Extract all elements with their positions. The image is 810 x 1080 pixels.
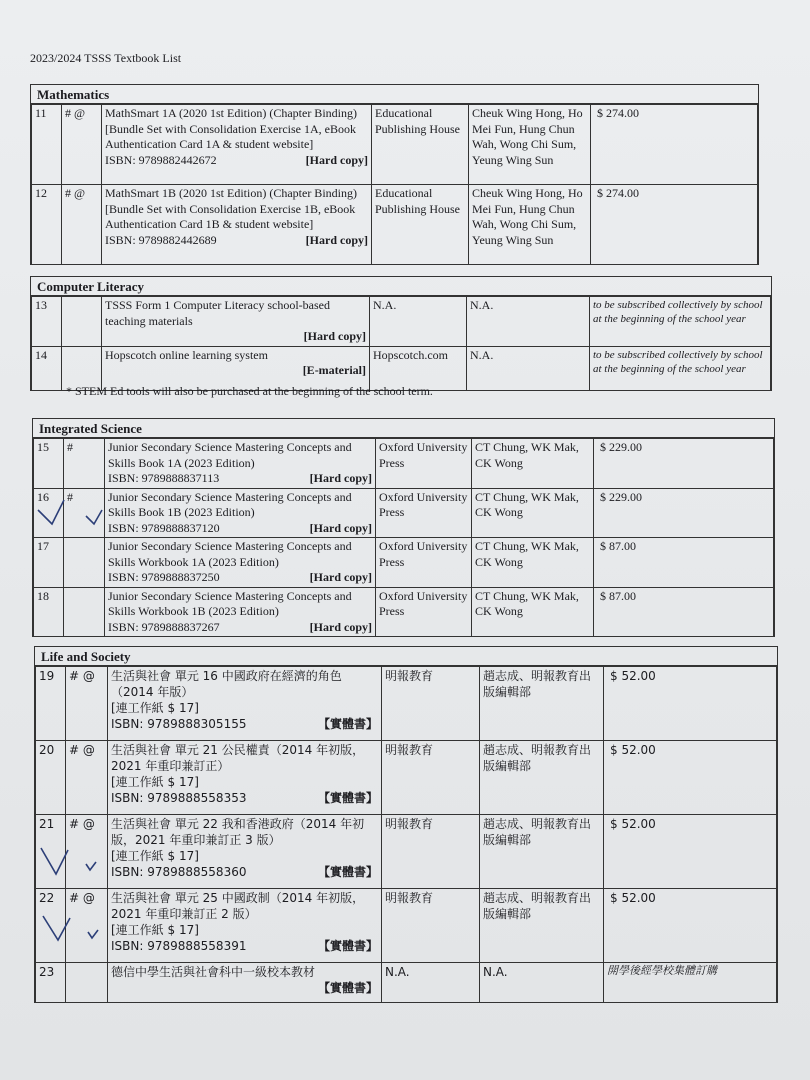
publisher: Oxford University Press [376, 587, 472, 637]
table-row [32, 185, 758, 265]
row-symbol: # @ [62, 185, 102, 265]
worksheet-note: [連工作紙 $ 17] [111, 775, 199, 789]
row-symbol [62, 297, 102, 347]
book-title-cell [108, 741, 382, 815]
book-title-cell [102, 297, 370, 347]
row-symbol: # @ [66, 815, 108, 889]
price: $ 87.00 [594, 587, 774, 637]
price: $ 229.00 [594, 488, 774, 538]
book-title: Junior Secondary Science Mastering Concepts and Skills Book 1A (2023 Edition) [108, 440, 352, 470]
authors: CT Chung, WK Mak, CK Wong [472, 538, 594, 588]
publisher: Educational Publishing House [372, 105, 469, 185]
table-row [34, 488, 774, 538]
price: $ 87.00 [594, 538, 774, 588]
book-title-cell [102, 185, 372, 265]
authors: Cheuk Wing Hong, Ho Mei Fun, Hung Chun Wah, Wong Chi Sum, Yeung Wing Sun [469, 185, 591, 265]
authors: CT Chung, WK Mak, CK Wong [472, 439, 594, 489]
table-row [36, 963, 777, 1003]
format-tag: 【實體書】 [317, 939, 378, 953]
isbn: ISBN: 9789888558360 [111, 865, 247, 879]
book-title: Junior Secondary Science Mastering Concepts and Skills Book 1B (2023 Edition) [108, 489, 352, 519]
price: $ 274.00 [591, 105, 758, 185]
isbn: ISBN: 9789888837267 [108, 619, 220, 634]
row-symbol [64, 587, 105, 637]
book-title-cell [108, 889, 382, 963]
price: $ 274.00 [591, 185, 758, 265]
format-tag: [Hard copy] [309, 520, 372, 535]
section-integrated-science [32, 418, 775, 637]
publisher: Hopscotch.com [370, 346, 467, 390]
table-row [34, 587, 774, 637]
row-symbol: # @ [62, 105, 102, 185]
book-title-cell [108, 815, 382, 889]
row-number: 17 [34, 538, 64, 588]
row-number: 13 [32, 297, 62, 347]
table-row [36, 815, 777, 889]
isbn: ISBN: 9789888837250 [108, 570, 220, 584]
row-number: 22 [36, 889, 66, 963]
price: $ 229.00 [594, 439, 774, 489]
format-tag: [E-material] [302, 363, 366, 377]
authors: 趙志成、明報教育出版編輯部 [480, 815, 604, 889]
row-symbol: # [64, 439, 105, 489]
format-tag: 【實體書】 [317, 981, 378, 995]
section-title: Computer Literacy [31, 277, 771, 296]
book-title: MathSmart 1B (2020 1st Edition) (Chapter Binding) [Bundle Set with Consolidation Exercise 1B, eBook Authentication Card 1B & student website] [105, 186, 357, 231]
isbn: ISBN: 9789888837120 [108, 520, 220, 535]
row-number: 19 [36, 667, 66, 741]
row-number: 11 [32, 105, 62, 185]
format-tag: [Hard copy] [309, 570, 372, 584]
subscription-remark: to be subscribed collectively by school at the beginning of the school year [590, 346, 771, 390]
format-tag: [Hard copy] [305, 232, 368, 247]
handwritten-check-mark [40, 910, 100, 944]
book-title-cell [105, 488, 376, 538]
row-symbol: # [64, 488, 105, 538]
row-number: 12 [32, 185, 62, 265]
row-number: 14 [32, 346, 62, 390]
book-title: Junior Secondary Science Mastering Concepts and Skills Workbook 1A (2023 Edition) [108, 539, 352, 569]
publisher: 明報教育 [382, 889, 480, 963]
row-symbol: # @ [66, 889, 108, 963]
isbn: ISBN: 9789882442672 [105, 152, 217, 167]
subscription-remark: 開學後經學校集體訂購 [604, 963, 777, 1003]
authors: 趙志成、明報教育出版編輯部 [480, 741, 604, 815]
row-symbol: # @ [66, 667, 108, 741]
book-title: 生活與社會 單元 21 公民權責（2014 年初版，2021 年重印兼訂正） [111, 743, 365, 773]
subscription-remark: to be subscribed collectively by school at the beginning of the school year [590, 297, 771, 347]
worksheet-note: [連工作紙 $ 17] [111, 849, 199, 863]
isbn: ISBN: 9789888558391 [111, 939, 247, 953]
price: $ 52.00 [604, 741, 777, 815]
format-tag: [Hard copy] [309, 619, 372, 634]
row-symbol [66, 963, 108, 1003]
row-symbol: # @ [66, 741, 108, 815]
publisher: 明報教育 [382, 741, 480, 815]
authors: 趙志成、明報教育出版編輯部 [480, 889, 604, 963]
row-number: 15 [34, 439, 64, 489]
section-mathematics [30, 84, 759, 265]
mathematics-table [31, 104, 758, 265]
format-tag: [Hard copy] [309, 471, 372, 485]
table-row [34, 439, 774, 489]
section-title: Integrated Science [33, 419, 774, 438]
authors: CT Chung, WK Mak, CK Wong [472, 587, 594, 637]
section-title: Mathematics [31, 85, 758, 104]
book-title: 生活與社會 單元 16 中國政府在經濟的角色（2014 年版） [111, 669, 342, 699]
isbn: ISBN: 9789888558353 [111, 791, 247, 805]
isbn: ISBN: 9789882442689 [105, 232, 217, 247]
publisher: 明報教育 [382, 815, 480, 889]
life-and-society-table [35, 666, 777, 1003]
book-title-cell [105, 587, 376, 637]
publisher: Oxford University Press [376, 538, 472, 588]
authors: Cheuk Wing Hong, Ho Mei Fun, Hung Chun Wah, Wong Chi Sum, Yeung Wing Sun [469, 105, 591, 185]
price: $ 52.00 [604, 815, 777, 889]
computer-literacy-table [31, 296, 771, 391]
format-tag: 【實體書】 [317, 791, 378, 805]
isbn: ISBN: 9789888305155 [111, 717, 247, 731]
price: $ 52.00 [604, 889, 777, 963]
authors: N.A. [480, 963, 604, 1003]
price: $ 52.00 [604, 667, 777, 741]
book-title-cell [105, 439, 376, 489]
book-title-cell [108, 963, 382, 1003]
row-number: 23 [36, 963, 66, 1003]
book-title: 生活與社會 單元 25 中國政制（2014 年初版，2021 年重印兼訂正 2 版） [111, 891, 365, 921]
book-title: Hopscotch online learning system [105, 347, 268, 362]
publisher: Oxford University Press [376, 439, 472, 489]
publisher: N.A. [382, 963, 480, 1003]
table-row [32, 297, 771, 347]
section-life-and-society [34, 646, 778, 1003]
format-tag: 【實體書】 [317, 717, 378, 731]
row-number: 21 [36, 815, 66, 889]
book-title-cell [108, 667, 382, 741]
book-title-cell [105, 538, 376, 588]
handwritten-check-mark [38, 842, 98, 878]
table-row [36, 667, 777, 741]
book-title: TSSS Form 1 Computer Literacy school-based teaching materials [105, 298, 330, 328]
integrated-science-table [33, 438, 774, 637]
book-title: Junior Secondary Science Mastering Concepts and Skills Workbook 1B (2023 Edition) [108, 588, 352, 618]
book-title: 德信中學生活與社會科中一級校本教材 [111, 965, 316, 979]
publisher: Oxford University Press [376, 488, 472, 538]
isbn: ISBN: 9789888837113 [108, 471, 220, 485]
row-number: 18 [34, 587, 64, 637]
publisher: Educational Publishing House [372, 185, 469, 265]
format-tag: 【實體書】 [317, 865, 378, 879]
authors: CT Chung, WK Mak, CK Wong [472, 488, 594, 538]
section-computer-literacy [30, 276, 772, 391]
authors: N.A. [467, 346, 590, 390]
publisher: N.A. [370, 297, 467, 347]
publisher: 明報教育 [382, 667, 480, 741]
book-title: MathSmart 1A (2020 1st Edition) (Chapter Binding) [Bundle Set with Consolidation Exercise 1A, eBook Authentication Card 1A & student website] [105, 106, 357, 151]
format-tag: [Hard copy] [303, 329, 366, 343]
section-title: Life and Society [35, 647, 777, 666]
row-number: 16 [34, 488, 64, 538]
worksheet-note: [連工作紙 $ 17] [111, 923, 199, 937]
table-row [36, 741, 777, 815]
handwritten-check-mark [34, 494, 104, 530]
table-row [32, 105, 758, 185]
worksheet-note: [連工作紙 $ 17] [111, 701, 199, 715]
row-symbol [64, 538, 105, 588]
table-row [34, 538, 774, 588]
row-number: 20 [36, 741, 66, 815]
table-row [36, 889, 777, 963]
format-tag: [Hard copy] [305, 152, 368, 167]
document-title: 2023/2024 TSSS Textbook List [30, 51, 182, 65]
book-title: 生活與社會 單元 22 我和香港政府（2014 年初版，2021 年重印兼訂正 3 版） [111, 817, 365, 847]
book-title-cell [102, 105, 372, 185]
authors: N.A. [467, 297, 590, 347]
authors: 趙志成、明報教育出版編輯部 [480, 667, 604, 741]
stem-note: * STEM Ed tools will also be purchased at the beginning of the school term. [66, 384, 433, 398]
